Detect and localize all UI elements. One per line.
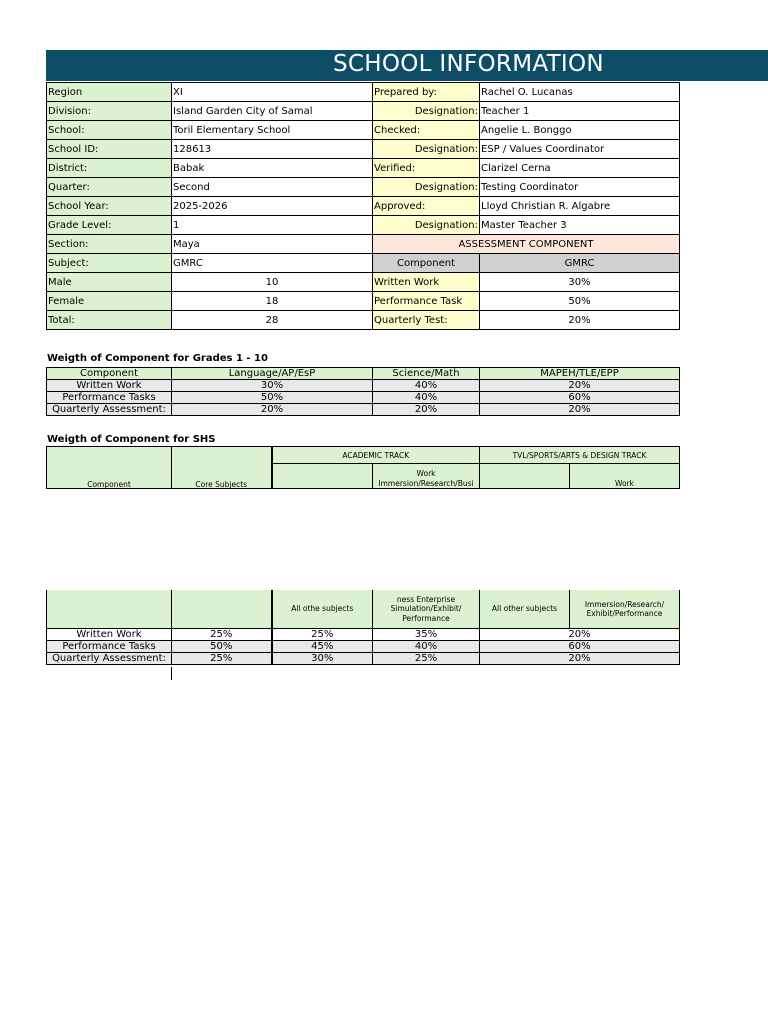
- written-work-value[interactable]: 30%: [480, 273, 680, 292]
- grid-line: [171, 667, 172, 680]
- table-cell: Quarterly Assessment:: [47, 653, 172, 665]
- approved-label: Approved:: [373, 197, 480, 216]
- tvl-other-top: [480, 464, 570, 489]
- designation-label: Designation:: [373, 178, 480, 197]
- tvl-track-header: TVL/SPORTS/ARTS & DESIGN TRACK: [480, 447, 680, 464]
- subject-value[interactable]: GMRC: [172, 254, 373, 273]
- checked-value[interactable]: Angelie L. Bonggo: [480, 121, 680, 140]
- prepared-designation-value[interactable]: Teacher 1: [480, 102, 680, 121]
- quarter-value[interactable]: Second: [172, 178, 373, 197]
- header-banner: [46, 50, 768, 81]
- info-row: [47, 159, 680, 178]
- table-cell: Performance Tasks: [47, 392, 172, 404]
- district-value[interactable]: Babak: [172, 159, 373, 178]
- column-header: MAPEH/TLE/EPP: [480, 368, 680, 380]
- designation-label: Designation:: [373, 216, 480, 235]
- region-value[interactable]: XI: [172, 83, 373, 102]
- designation-label: Designation:: [373, 140, 480, 159]
- column-header: Language/AP/EsP: [172, 368, 373, 380]
- table-row: [47, 380, 680, 392]
- table-cell[interactable]: 45%: [272, 641, 373, 653]
- info-row: [47, 83, 680, 102]
- table-cell: Written Work: [47, 380, 172, 392]
- checked-designation-value[interactable]: ESP / Values Coordinator: [480, 140, 680, 159]
- table-cell[interactable]: 20%: [480, 404, 680, 416]
- assessment-header: ASSESSMENT COMPONENT: [373, 235, 680, 254]
- column-header: Science/Math: [373, 368, 480, 380]
- table-cell[interactable]: 30%: [272, 653, 373, 665]
- tvl-all-other: All other subjects: [480, 590, 570, 629]
- table-cell[interactable]: 50%: [172, 641, 272, 653]
- academic-other-top: [272, 464, 373, 489]
- quarter-label: Quarter:: [47, 178, 172, 197]
- table-row: [47, 404, 680, 416]
- table-cell[interactable]: 25%: [272, 629, 373, 641]
- table-cell[interactable]: 40%: [373, 641, 480, 653]
- info-row: [47, 197, 680, 216]
- shs-title: Weigth of Component for SHS: [47, 434, 216, 445]
- grade-level-value[interactable]: 1: [172, 216, 373, 235]
- school-id-label: School ID:: [47, 140, 172, 159]
- checked-label: Checked:: [373, 121, 480, 140]
- table-row: [47, 641, 680, 653]
- approved-designation-value[interactable]: Master Teacher 3: [480, 216, 680, 235]
- female-label: Female: [47, 292, 172, 311]
- prepared-value[interactable]: Rachel O. Lucanas: [480, 83, 680, 102]
- school-info-table: [46, 82, 680, 330]
- table-cell[interactable]: 25%: [373, 653, 480, 665]
- info-row: [47, 273, 680, 292]
- info-row: [47, 121, 680, 140]
- table-cell[interactable]: 35%: [373, 629, 480, 641]
- female-value[interactable]: 18: [172, 292, 373, 311]
- info-row: [47, 311, 680, 330]
- verified-label: Verified:: [373, 159, 480, 178]
- district-label: District:: [47, 159, 172, 178]
- shs-core-subjects-header: Core Subjects: [172, 447, 272, 489]
- track-row: [47, 447, 680, 464]
- table-cell: Quarterly Assessment:: [47, 404, 172, 416]
- verified-designation-value[interactable]: Testing Coordinator: [480, 178, 680, 197]
- quarterly-test-label: Quarterly Test:: [373, 311, 480, 330]
- table-row: [47, 653, 680, 665]
- grades-1-10-title: Weigth of Component for Grades 1 - 10: [47, 353, 268, 364]
- performance-task-label: Performance Task: [373, 292, 480, 311]
- section-label: Section:: [47, 235, 172, 254]
- info-row: [47, 292, 680, 311]
- school-year-label: School Year:: [47, 197, 172, 216]
- table-cell[interactable]: 25%: [172, 653, 272, 665]
- table-cell[interactable]: 20%: [373, 404, 480, 416]
- table-cell[interactable]: 60%: [480, 641, 680, 653]
- table-cell[interactable]: 40%: [373, 392, 480, 404]
- section-value[interactable]: Maya: [172, 235, 373, 254]
- performance-task-value[interactable]: 50%: [480, 292, 680, 311]
- table-row: [47, 392, 680, 404]
- prepared-label: Prepared by:: [373, 83, 480, 102]
- page-title: SCHOOL INFORMATION: [333, 51, 604, 77]
- school-year-value[interactable]: 2025-2026: [172, 197, 373, 216]
- subject-column-header: GMRC: [480, 254, 680, 273]
- component-column-header: Component: [373, 254, 480, 273]
- tvl-work-top: Work: [570, 464, 680, 489]
- academic-work-line: Work: [416, 469, 436, 478]
- shs-table: [46, 590, 680, 665]
- info-row: [47, 216, 680, 235]
- male-value[interactable]: 10: [172, 273, 373, 292]
- division-label: Division:: [47, 102, 172, 121]
- academic-track-header: ACADEMIC TRACK: [272, 447, 480, 464]
- academic-work-bottom: ness Enterprise Simulation/Exhibit/ Performance: [373, 590, 480, 629]
- info-row: [47, 178, 680, 197]
- tvl-work-bottom: Immersion/Research/ Exhibit/Performance: [570, 590, 680, 629]
- academic-all-other: All othe subjects: [272, 590, 373, 629]
- shs-table-header-top: [46, 446, 680, 489]
- verified-value[interactable]: Clarizel Cerna: [480, 159, 680, 178]
- table-cell: Performance Tasks: [47, 641, 172, 653]
- table-cell[interactable]: 40%: [373, 380, 480, 392]
- school-id-value[interactable]: 128613: [172, 140, 373, 159]
- table-header-row: [47, 368, 680, 380]
- academic-work-line: Immersion/Research/Busi: [378, 478, 474, 488]
- table-row: [47, 629, 680, 641]
- region-label: Region: [47, 83, 172, 102]
- info-row: [47, 254, 680, 273]
- shs-component-cut: [47, 590, 172, 629]
- school-value[interactable]: Toril Elementary School: [172, 121, 373, 140]
- approved-value[interactable]: Lloyd Christian R. Algabre: [480, 197, 680, 216]
- shs-component-header: Component: [47, 447, 172, 489]
- school-label: School:: [47, 121, 172, 140]
- table-cell[interactable]: 20%: [480, 629, 680, 641]
- table-cell[interactable]: 20%: [480, 653, 680, 665]
- quarterly-test-value[interactable]: 20%: [480, 311, 680, 330]
- grades-1-10-table: [46, 367, 680, 416]
- info-row: [47, 140, 680, 159]
- designation-label: Designation:: [373, 102, 480, 121]
- table-cell: Written Work: [47, 629, 172, 641]
- info-row: [47, 102, 680, 121]
- table-cell[interactable]: 25%: [172, 629, 272, 641]
- academic-work-top: [373, 464, 480, 489]
- table-cell[interactable]: 20%: [480, 380, 680, 392]
- shs-subheader-row: [47, 590, 680, 629]
- subject-label: Subject:: [47, 254, 172, 273]
- total-label: Total:: [47, 311, 172, 330]
- table-cell[interactable]: 50%: [172, 392, 373, 404]
- table-cell[interactable]: 30%: [172, 380, 373, 392]
- division-value[interactable]: Island Garden City of Samal: [172, 102, 373, 121]
- grade-level-label: Grade Level:: [47, 216, 172, 235]
- table-cell[interactable]: 60%: [480, 392, 680, 404]
- shs-core-cut: [172, 590, 272, 629]
- written-work-label: Written Work: [373, 273, 480, 292]
- table-cell[interactable]: 20%: [172, 404, 373, 416]
- column-header: Component: [47, 368, 172, 380]
- total-value[interactable]: 28: [172, 311, 373, 330]
- info-row: [47, 235, 680, 254]
- male-label: Male: [47, 273, 172, 292]
